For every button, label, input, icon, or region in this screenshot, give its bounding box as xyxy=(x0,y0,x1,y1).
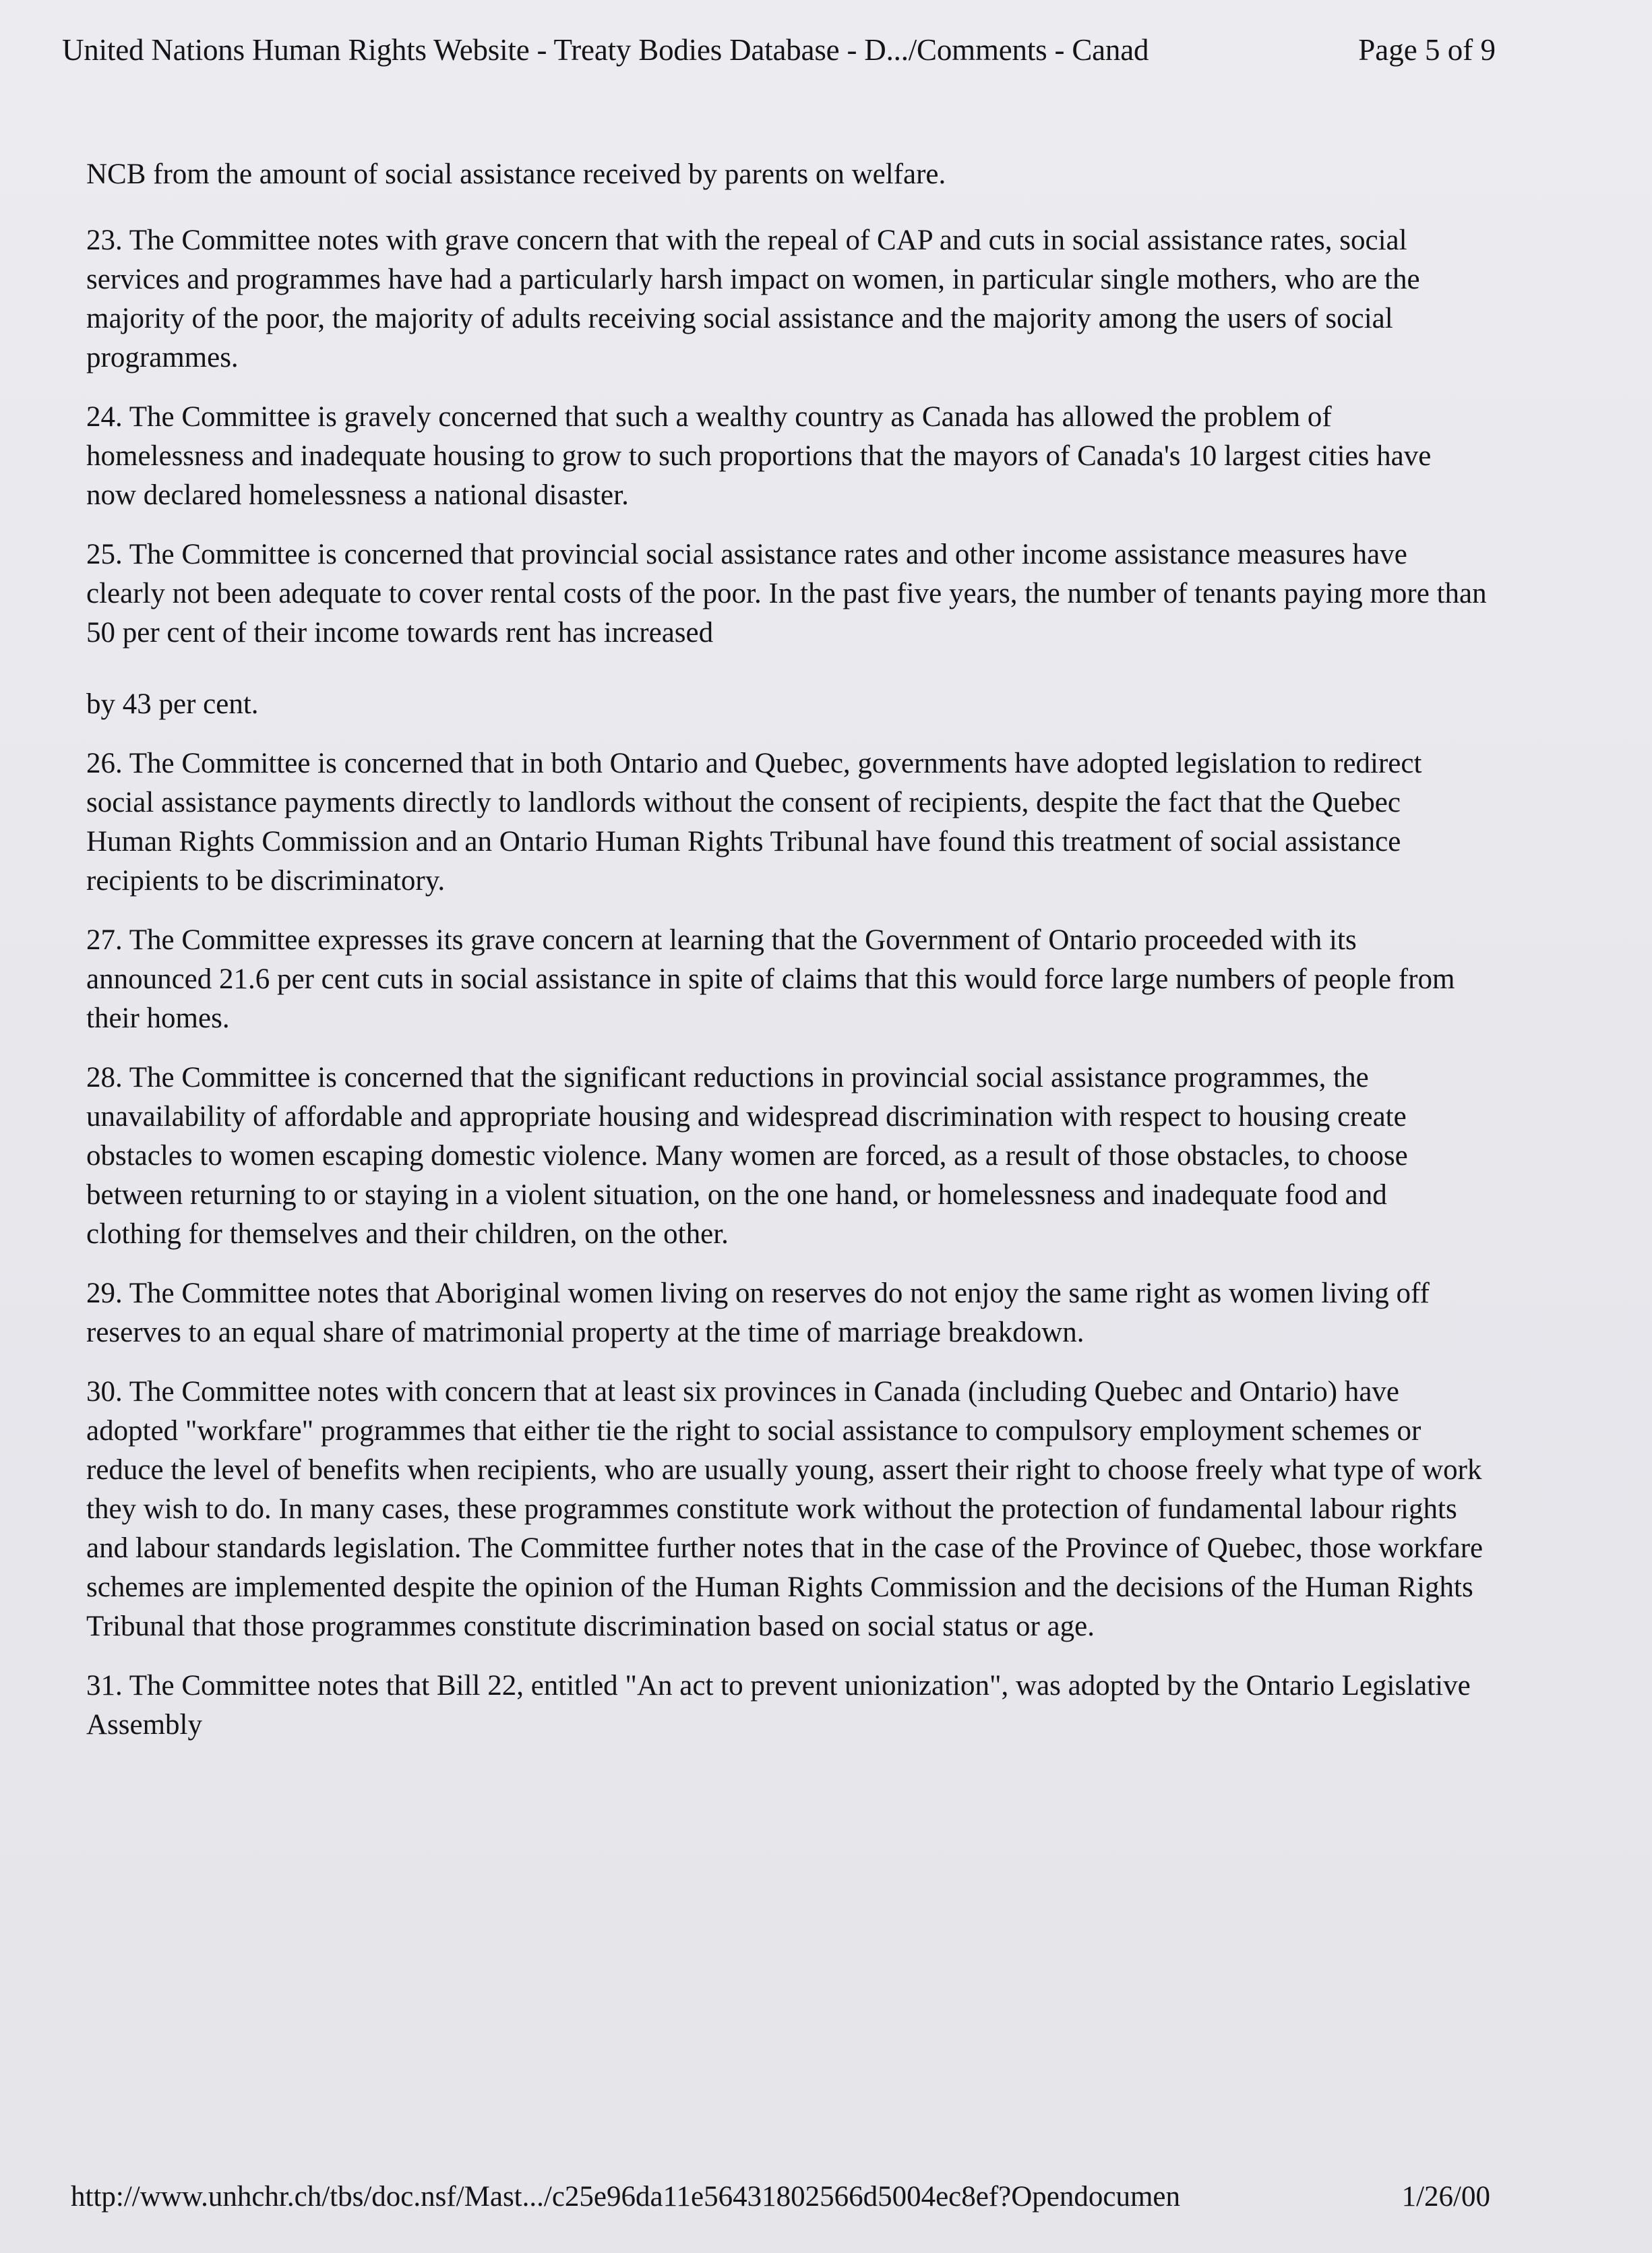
page-footer xyxy=(71,2180,1490,2213)
page-number: Page 5 of 9 xyxy=(1358,33,1496,67)
footer-url: http://www.unhchr.ch/tbs/doc.nsf/Mast.../c25e96da11e56431802566d5004ec8ef?Opendocumen xyxy=(71,2181,1180,2213)
paragraph-number: 26. xyxy=(86,748,123,779)
paragraph-24 xyxy=(86,398,1488,515)
continuation-text: NCB from the amount of social assistance received by parents on welfare. xyxy=(86,158,946,190)
paragraph-tail: by 43 per cent. xyxy=(86,688,259,720)
paragraph-text: The Committee notes with concern that at least six provinces in Canada (including Quebec and Ontario) have adopted "workfare" programmes that either tie the right to social assistance to compulsory employment schemes or reduce the level of benefits when recipients, who are usually young, assert their right to choose freely what type of work they wish to do. In many cases, these programmes constitute work without the protection of fundamental labour rights and labour standards legislation. The Committee further notes that in the case of the Province of Quebec, those workfare schemes are implemented despite the opinion of the Human Rights Commission and the decisions of the Human Rights Tribunal that those programmes constitute discrimination based on social status or age. xyxy=(86,1376,1483,1642)
paragraph-text: The Committee is concerned that provincial social assistance rates and other income assistance measures have clearly not been adequate to cover rental costs of the poor. In the past five years, the number of tenants paying more than 50 per cent of their income towards rent has increased xyxy=(86,539,1487,649)
header-title: United Nations Human Rights Website - Treaty Bodies Database - D.../Comments - Canad xyxy=(62,33,1149,67)
paragraph-number: 31. xyxy=(86,1670,123,1702)
paragraph-28 xyxy=(86,1058,1488,1254)
paragraph-26 xyxy=(86,744,1488,901)
paragraph-number: 30. xyxy=(86,1376,123,1408)
paragraph-number: 29. xyxy=(86,1278,123,1309)
paragraph-27 xyxy=(86,921,1488,1038)
paragraph-25 xyxy=(86,535,1488,724)
footer-date: 1/26/00 xyxy=(1401,2181,1490,2213)
page-header xyxy=(62,32,1496,67)
paragraph-text: The Committee expresses its grave concern at learning that the Government of Ontario proceeded with its announced 21.6 per cent cuts in social assistance in spite of claims that this would force large numbers of people from their homes. xyxy=(86,924,1455,1034)
paragraph-text: The Committee notes that Bill 22, entitled "An act to prevent unionization", was adopted by the Ontario Legislative Assembly xyxy=(86,1670,1471,1741)
paragraph-number: 25. xyxy=(86,539,123,570)
paragraph-30 xyxy=(86,1373,1488,1646)
paragraph-text: The Committee notes that Aboriginal women living on reserves do not enjoy the same right as women living off reserves to an equal share of matrimonial property at the time of marriage breakdown. xyxy=(86,1278,1430,1348)
paragraph-text: The Committee notes with grave concern that with the repeal of CAP and cuts in social assistance rates, social services and programmes have had a particularly harsh impact on women, in particular single mothers, who are the majority of the poor, the majority of adults receiving social assistance and the majority among the users of social programmes. xyxy=(86,224,1420,373)
paragraph-31 xyxy=(86,1666,1488,1745)
document-body xyxy=(86,155,1488,1765)
paragraph-text: The Committee is concerned that the significant reductions in provincial social assistance programmes, the unavailability of affordable and appropriate housing and widespread discrimination with respect to housing create obstacles to women escaping domestic violence. Many women are forced, as a result of those obstacles, to choose between returning to or staying in a violent situation, on the one hand, or homelessness and inadequate food and clothing for themselves and their children, on the other. xyxy=(86,1062,1408,1250)
paragraph-text: The Committee is gravely concerned that such a wealthy country as Canada has allowed the problem of homelessness and inadequate housing to grow to such proportions that the mayors of Canada's 10 largest cities have now declared homelessness a national disaster. xyxy=(86,401,1432,511)
paragraph-number: 24. xyxy=(86,401,123,433)
paragraph-text: The Committee is concerned that in both Ontario and Quebec, governments have adopted legislation to redirect social assistance payments directly to landlords without the consent of recipients, despite the fact that the Quebec Human Rights Commission and an Ontario Human Rights Tribunal have found this treatment of social assistance recipients to be discriminatory. xyxy=(86,748,1422,897)
paragraph-number: 23. xyxy=(86,224,123,256)
paragraph-number: 28. xyxy=(86,1062,123,1093)
paragraph-number: 27. xyxy=(86,924,123,956)
paragraph-29 xyxy=(86,1274,1488,1352)
paragraph-23 xyxy=(86,221,1488,378)
